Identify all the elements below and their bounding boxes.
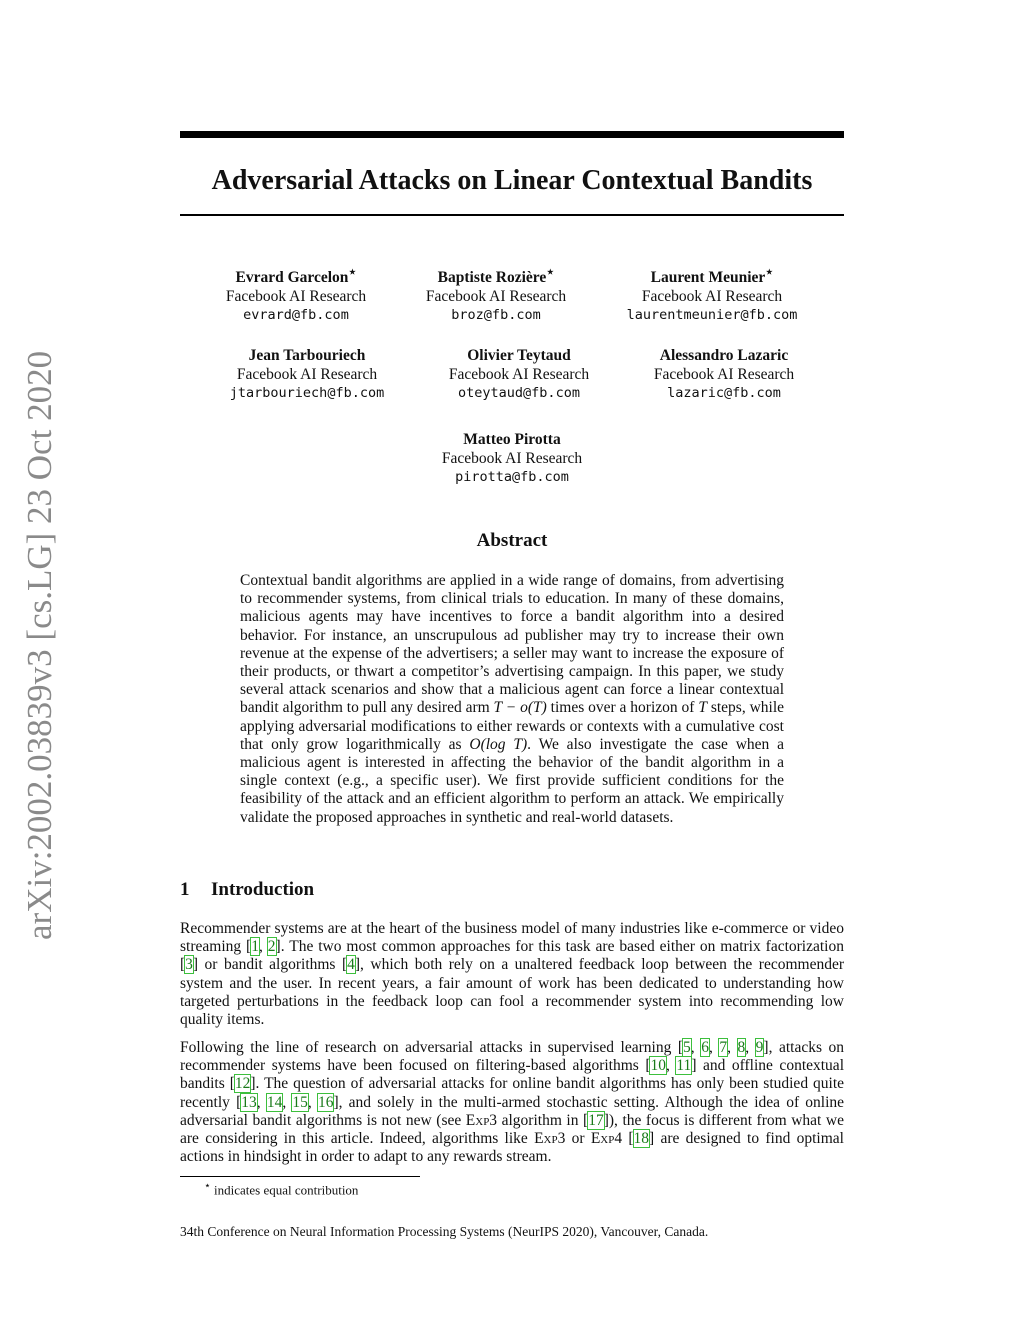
abstract-text: Contextual bandit algorithms are applied in a wide range of domains, from advertising to recommender systems, from clinical trials to education. In many of these domains, malicious agents may have incentives to force a bandit algorithm into a desired behavior. For instance, an unscrupulous ad publisher may try to increase their own revenue at the expense of the advertisers; a seller may want to increase the exposure of their products, or thwart a competitor’s advertising campaign. In this paper, we study several attack scenarios and show that a malicious agent can force a linear contextual bandit algorithm to pull any desired arm T − o(T) times over a horizon of T steps, while applying adversarial modifications to either rewards or contexts with a cumulative cost that only grow logarithmically as O(log T). We also investigate the case when a malicious agent is interested in affecting the behavior of the bandit algorithm in a single context (e.g., a specific user). We first provide sufficient conditions for the feasibility of the attack and an efficient algorithm to perform an attack. We empirically validate the proposed approaches in synthetic and real-world datasets. — [240, 572, 784, 826]
citation-link[interactable]: 9 — [755, 1039, 764, 1056]
intro-paragraph-2: Following the line of research on adversarial attacks in supervised learning [5, 6, 7, 8, 9], attacks on recommender systems have been focused on filtering-based algorithms [10, 11] and offline contextual bandits [12]. The question of adversarial attacks for online bandit algorithms has only been studied quite recently [13, 14, 15, 16], and solely in the multi-armed stochastic setting. Although the idea of online adversarial bandit algorithms is not new (see Exp3 algorithm in [17]), the focus is different from what we are considering in this article. Indeed, algorithms like Exp3 or Exp4 [18] are designed to find optimal actions in hindsight in order to adapt to any rewards stream. — [180, 1039, 845, 1166]
citation-link[interactable]: 12 — [234, 1075, 251, 1093]
author-email[interactable]: oteytaud@fb.com — [458, 385, 580, 401]
author-block — [399, 346, 639, 403]
author-block — [392, 430, 632, 487]
citation-link[interactable]: 18 — [633, 1130, 650, 1148]
title-top-rule — [180, 131, 844, 138]
citation-link[interactable]: 7 — [719, 1039, 728, 1056]
author-affiliation: Facebook AI Research — [641, 288, 783, 306]
author-email[interactable]: pirotta@fb.com — [455, 469, 569, 485]
author-affiliation: Facebook AI Research — [425, 288, 567, 306]
citation-link[interactable]: 6 — [701, 1039, 709, 1056]
author-block — [604, 346, 844, 403]
author-email[interactable]: lazaric@fb.com — [667, 385, 781, 401]
footnote-rule — [180, 1176, 420, 1177]
author-name: Matteo Pirotta — [463, 431, 561, 448]
author-email[interactable]: jtarbouriech@fb.com — [229, 385, 385, 401]
citation-link[interactable]: 15 — [292, 1093, 308, 1111]
author-name: Alessandro Lazaric — [659, 347, 789, 364]
arxiv-stamp: arXiv:2002.03839v3 [cs.LG] 23 Oct 2020 — [20, 350, 59, 940]
abstract-heading: Abstract — [476, 530, 548, 551]
venue-footer: 34th Conference on Neural Information Processing Systems (NeurIPS 2020), Vancouver, Canada. — [180, 1224, 709, 1239]
citation-link[interactable]: 13 — [241, 1093, 257, 1111]
author-block — [187, 346, 427, 403]
author-affiliation: Facebook AI Research — [441, 450, 583, 467]
math-expression: O(log T) — [469, 735, 528, 753]
math-expression: T − o(T) — [493, 699, 547, 717]
author-email[interactable]: evrard@fb.com — [243, 307, 349, 324]
citation-link[interactable]: 4 — [347, 956, 355, 974]
citation-link[interactable]: 2 — [267, 938, 276, 956]
paper-title: Adversarial Attacks on Linear Contextual Bandits — [211, 165, 813, 196]
author-name: Jean Tarbouriech — [248, 347, 366, 364]
author-affiliation: Facebook AI Research — [653, 366, 795, 383]
author-affiliation: Facebook AI Research — [225, 288, 367, 306]
citation-link[interactable]: 14 — [266, 1093, 283, 1111]
author-affiliation: Facebook AI Research — [236, 366, 378, 383]
citation-link[interactable]: 16 — [317, 1093, 334, 1111]
algorithm-name: Exp4 — [590, 1130, 623, 1148]
citation-link[interactable]: 1 — [251, 938, 259, 956]
citation-link[interactable]: 8 — [737, 1039, 746, 1056]
title-bottom-rule — [180, 214, 844, 216]
citation-link[interactable]: 3 — [185, 956, 193, 974]
author-name: Evrard Garcelon⋆ — [235, 264, 357, 287]
section-heading: 1 Introduction — [180, 879, 315, 900]
citation-link[interactable]: 5 — [683, 1039, 691, 1056]
author-name: Laurent Meunier⋆ — [650, 264, 774, 287]
author-email[interactable]: laurentmeunier@fb.com — [626, 307, 798, 324]
citation-link[interactable]: 11 — [676, 1057, 692, 1075]
author-email[interactable]: broz@fb.com — [451, 307, 541, 324]
author-affiliation: Facebook AI Research — [448, 366, 590, 383]
math-expression: T — [698, 699, 707, 717]
intro-paragraph-1: Recommender systems are at the heart of the business model of many industries like e-commerce or video streaming [1, 2]. The two most common approaches for this task are based either on matrix factorization [3] or bandit algorithms [4], which both rely on a unaltered feedback loop between the recommender system and the user. In recent years, a fair amount of work has been dedicated to understanding how targeted perturbations in the feedback loop can fool a recommender system into recommending low quality items. — [180, 920, 844, 1029]
author-block — [592, 262, 832, 325]
algorithm-name: Exp3 — [534, 1130, 566, 1148]
citation-link[interactable]: 17 — [588, 1111, 604, 1129]
author-block — [376, 262, 616, 325]
algorithm-name: Exp3 — [465, 1111, 498, 1129]
author-name: Olivier Teytaud — [467, 347, 571, 364]
footnote: ⋆ indicates equal contribution — [204, 1180, 359, 1198]
citation-link[interactable]: 10 — [650, 1057, 666, 1075]
author-name: Baptiste Rozière⋆ — [437, 264, 555, 287]
